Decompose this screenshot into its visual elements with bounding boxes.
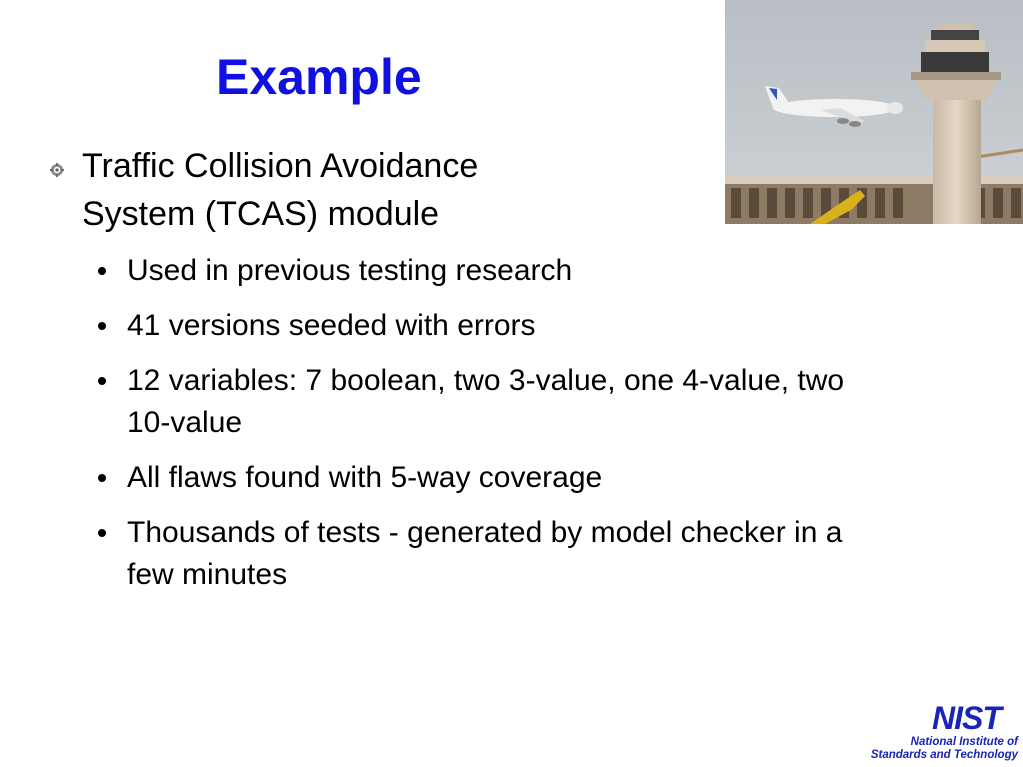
nist-logo-line-2: Standards and Technology xyxy=(870,749,1018,761)
main-bullet-text xyxy=(82,142,478,238)
dot-bullet-icon xyxy=(98,267,106,275)
sub-bullet-item xyxy=(96,250,856,292)
dot-bullet-icon xyxy=(98,474,106,482)
nist-logo-mark: NIST xyxy=(932,700,1001,736)
airport-photo xyxy=(725,0,1023,224)
slide-title: Example xyxy=(216,49,422,105)
sub-bullet-item xyxy=(96,512,856,596)
sub-bullet-list xyxy=(96,250,856,609)
nist-logo-line-1: National Institute of xyxy=(910,736,1018,748)
dot-bullet-icon xyxy=(98,322,106,330)
sub-bullet-item xyxy=(96,457,856,499)
main-bullet-line-2: System (TCAS) module xyxy=(82,195,440,233)
nist-logo xyxy=(864,700,1020,762)
sub-bullet-text: 41 versions seeded with errors xyxy=(127,309,536,342)
dot-bullet-icon xyxy=(98,529,106,537)
gear-bullet-icon xyxy=(50,163,64,177)
sub-bullet-text: 12 variables: 7 boolean, two 3-value, one 4-value, two 10-value xyxy=(127,364,845,439)
main-bullet-line-1: Traffic Collision Avoidance xyxy=(82,147,479,185)
sub-bullet-item xyxy=(96,360,856,444)
sub-bullet-item xyxy=(96,305,856,347)
sub-bullet-text: All flaws found with 5-way coverage xyxy=(127,461,603,494)
sub-bullet-text: Used in previous testing research xyxy=(127,254,573,287)
dot-bullet-icon xyxy=(98,377,106,385)
sub-bullet-text: Thousands of tests - generated by model checker in a few minutes xyxy=(127,516,843,591)
